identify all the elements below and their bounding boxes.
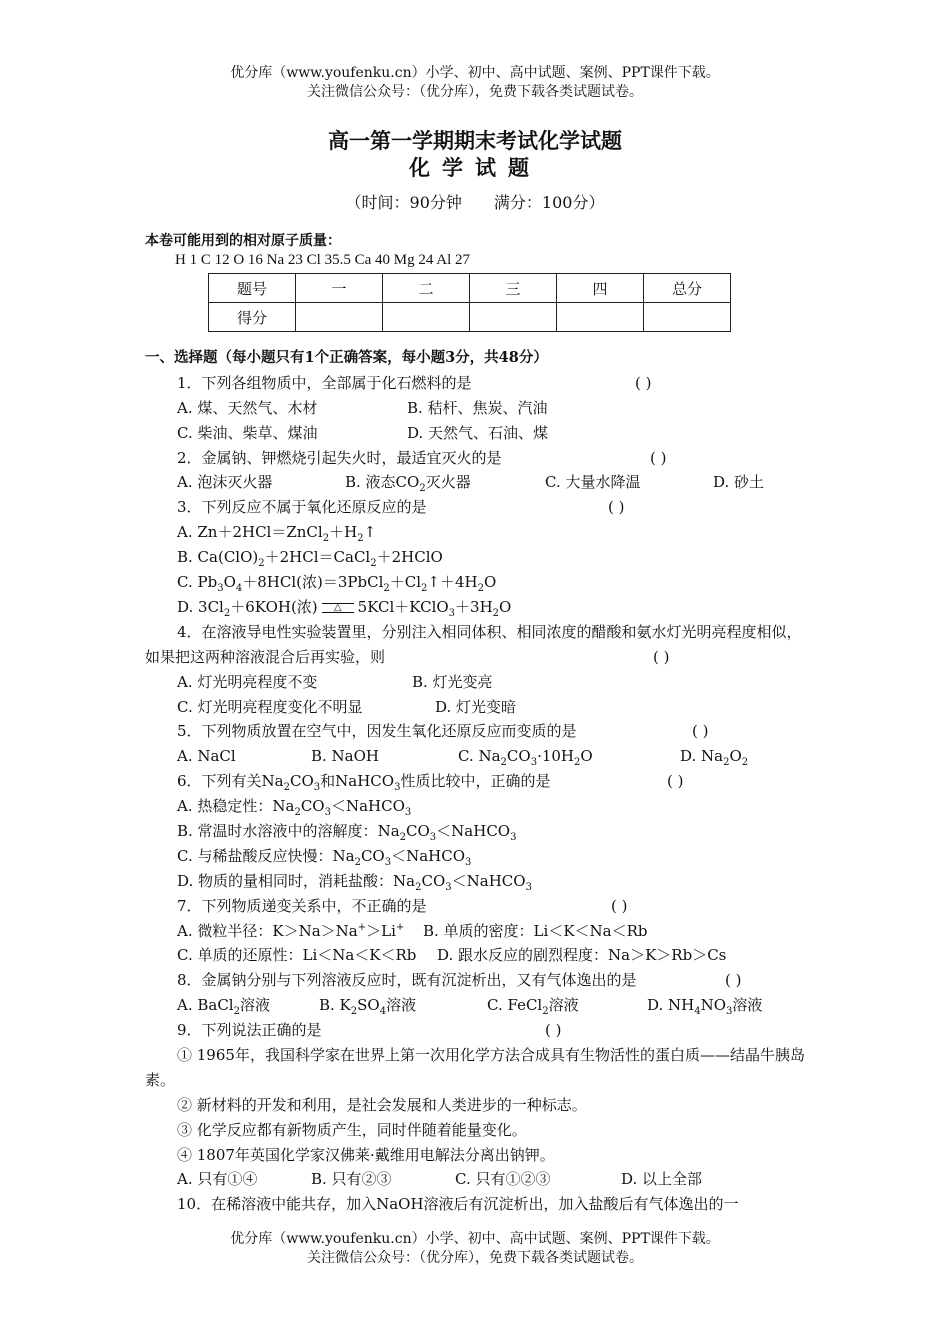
site-banner-bottom — [0, 1230, 950, 1268]
banner-line-2: 关注微信公众号：（优分库），免费下载各类试题试卷。 — [307, 84, 643, 100]
option-b: B. 秸杆、焦炭、汽油 — [407, 398, 548, 417]
score-entry[interactable] — [296, 303, 383, 332]
options-row — [145, 470, 807, 495]
options-row — [145, 1167, 807, 1192]
score-cell: 三 — [470, 274, 557, 303]
option-b: B. 液态$CO_2$灭火器 — [345, 473, 471, 495]
question-6 — [145, 769, 807, 794]
answer-bracket[interactable]: ( ) — [692, 722, 709, 741]
score-cell: 得分 — [209, 303, 296, 332]
option-a: A. BaCl$_2$溶液 — [177, 996, 270, 1018]
score-cell: 题号 — [209, 274, 296, 303]
option-d: D. $3Cl_2+6KOH$(浓) △ $5KCl+KClO_3+3H_2O$ — [177, 597, 512, 619]
question-stem: 3．下列反应不属于氧化还原反应的是 — [177, 498, 427, 517]
option-b: B. $Ca(ClO)_2+2HCl=CaCl_2+2HClO$ — [177, 548, 443, 570]
section-heading: 一、选择题（每小题只有1个正确答案，每小题3分，共48分） — [145, 349, 548, 366]
score-table-header-row — [209, 274, 731, 303]
options-row — [145, 670, 807, 695]
question-stem: 8．金属钠分别与下列溶液反应时，既有沉淀析出，又有气体逸出的是 — [177, 971, 637, 990]
question-stem: 2．金属钠、钾燃烧引起失火时，最适宜灭火的是 — [177, 448, 502, 467]
option-a: A. $Zn+2HCl=ZnCl_2+H_2↑$ — [177, 523, 377, 545]
statement-4: ④ 1807年英国化学家汉佛莱·戴维用电解法分离出钠钾。 — [177, 1145, 555, 1164]
score-table — [208, 273, 731, 332]
option-b: B. 常温时水溶液中的溶解度：$Na_2CO_3<NaHCO_3$ — [177, 821, 517, 843]
options-row — [145, 396, 807, 421]
options-row — [145, 943, 807, 968]
question-stem: 4．在溶液导电性实验装置里，分别注入相同体积、相同浓度的醋酸和氨水灯光明亮程度相似，如果把这两种溶液混合后再实验，则 — [145, 622, 802, 666]
question-2 — [145, 446, 807, 471]
question-8 — [145, 968, 807, 993]
question-1 — [145, 371, 807, 396]
answer-bracket[interactable]: ( ) — [545, 1021, 562, 1040]
option-a: A. 灯光明亮程度不变 — [177, 672, 318, 691]
option-a: A. 热稳定性：$Na_2CO_3<NaHCO_3$ — [177, 797, 412, 819]
option-a: A. 泡沫灭火器 — [177, 473, 273, 492]
time-info: （时间：90分钟 满分：100分） — [345, 193, 605, 212]
option-b: B. $K_2SO_4$溶液 — [319, 996, 417, 1018]
option-d: D. $Na_2O_2$ — [680, 747, 749, 769]
option-c: C. 与稀盐酸反应快慢：$Na_2CO_3<NaHCO_3$ — [177, 846, 472, 868]
score-entry[interactable] — [644, 303, 731, 332]
question-7 — [145, 894, 807, 919]
option-c: C. 柴油、柴草、煤油 — [177, 423, 318, 442]
question-content — [145, 346, 807, 1217]
option-a: A. NaCl — [177, 747, 236, 766]
question-9 — [145, 1018, 807, 1043]
site-banner-top — [0, 64, 950, 102]
heat-symbol: △ — [322, 603, 354, 613]
option-a: A. 煤、天然气、木材 — [177, 398, 318, 417]
atomic-mass-label: 本卷可能用到的相对原子质量： — [145, 233, 341, 249]
banner-line-1: 优分库（www.youfenku.cn）小学、初中、高中试题、案例、PPT课件下载。 — [230, 65, 720, 81]
answer-bracket[interactable]: ( ) — [650, 448, 667, 467]
option-d: D. 物质的量相同时，消耗盐酸：$Na_2CO_3<NaHCO_3$ — [177, 871, 532, 893]
option-a: A. 微粒半径：K＞Na＞Na+＞Li+ — [177, 921, 405, 940]
option-c: C. 只有①②③ — [455, 1170, 551, 1189]
option-b: B. NaOH — [311, 747, 380, 766]
question-stem: 9．下列说法正确的是 — [177, 1021, 322, 1040]
question-stem: 6．下列有关$Na_2CO_3$和NaHCO$_3$性质比较中，正确的是 — [177, 772, 551, 794]
option-b: B. 灯光变亮 — [412, 672, 493, 691]
options-row — [145, 744, 807, 769]
score-cell: 一 — [296, 274, 383, 303]
statement-2: ② 新材料的开发和利用，是社会发展和人类进步的一种标志。 — [177, 1095, 587, 1114]
option-d: D. 跟水反应的剧烈程度：Na＞K＞Rb＞Cs — [437, 946, 727, 965]
atomic-mass-values: H 1 C 12 O 16 Na 23 Cl 35.5 Ca 40 Mg 24 Al 27 — [175, 252, 471, 268]
answer-bracket[interactable]: ( ) — [653, 647, 670, 666]
exam-title: 高一第一学期期末考试化学试题 — [328, 128, 622, 153]
option-c: C. $Na_2CO_3\cdot 10H_2O$ — [458, 747, 593, 769]
option-d: D. 以上全部 — [621, 1170, 703, 1189]
option-b: B. 单质的密度：Li＜K＜Na＜Rb — [423, 921, 648, 940]
score-cell: 总分 — [644, 274, 731, 303]
question-3 — [145, 495, 807, 520]
options-row — [145, 919, 807, 944]
banner-line-2: 关注微信公众号：（优分库），免费下载各类试题试卷。 — [307, 1250, 643, 1266]
option-c: C. 灯光明亮程度变化不明显 — [177, 697, 363, 716]
statement-3: ③ 化学反应都有新物质产生，同时伴随着能量变化。 — [177, 1120, 527, 1139]
question-5 — [145, 719, 807, 744]
option-c: C. 大量水降温 — [545, 473, 641, 492]
option-d: D. $NH_4NO_3$溶液 — [647, 996, 763, 1018]
answer-bracket[interactable]: ( ) — [725, 971, 742, 990]
banner-line-1: 优分库（www.youfenku.cn）小学、初中、高中试题、案例、PPT课件下载。 — [230, 1231, 720, 1247]
score-cell: 四 — [557, 274, 644, 303]
option-c: C. $Pb_3O_4+8HCl$(浓)$=3PbCl_2+Cl_2↑+4H_2O$ — [177, 573, 497, 595]
score-entry[interactable] — [383, 303, 470, 332]
answer-bracket[interactable]: ( ) — [608, 498, 625, 517]
option-d: D. 灯光变暗 — [435, 697, 517, 716]
options-row — [145, 421, 807, 446]
question-stem: 7．下列物质递变关系中，不正确的是 — [177, 896, 427, 915]
statement-1: ① 1965年，我国科学家在世界上第一次用化学方法合成具有生物活性的蛋白质——结晶牛胰岛素。 — [145, 1045, 805, 1089]
option-b: B. 只有②③ — [311, 1170, 392, 1189]
question-stem: 5．下列物质放置在空气中，因发生氧化还原反应而变质的是 — [177, 722, 577, 741]
score-entry[interactable] — [557, 303, 644, 332]
option-c: C. 单质的还原性：Li＜Na＜K＜Rb — [177, 946, 417, 965]
option-a: A. 只有①④ — [177, 1170, 258, 1189]
question-4 — [145, 620, 807, 670]
option-d: D. 砂土 — [713, 473, 765, 492]
options-row — [145, 695, 807, 720]
question-stem: 1．下列各组物质中，全部属于化石燃料的是 — [177, 373, 472, 392]
option-d: D. 天然气、石油、煤 — [407, 423, 549, 442]
answer-bracket[interactable]: ( ) — [611, 896, 628, 915]
answer-bracket[interactable]: ( ) — [635, 373, 652, 392]
question-stem: 10．在稀溶液中能共存，加入NaOH溶液后有沉淀析出，加入盐酸后有气体逸出的一 — [177, 1195, 739, 1214]
option-c: C. FeCl$_2$溶液 — [487, 996, 579, 1018]
question-10 — [145, 1192, 807, 1217]
exam-subtitle: 化学试题 — [409, 155, 541, 180]
score-entry[interactable] — [470, 303, 557, 332]
options-row — [145, 993, 807, 1018]
score-cell: 二 — [383, 274, 470, 303]
score-table-score-row — [209, 303, 731, 332]
answer-bracket[interactable]: ( ) — [667, 772, 684, 791]
